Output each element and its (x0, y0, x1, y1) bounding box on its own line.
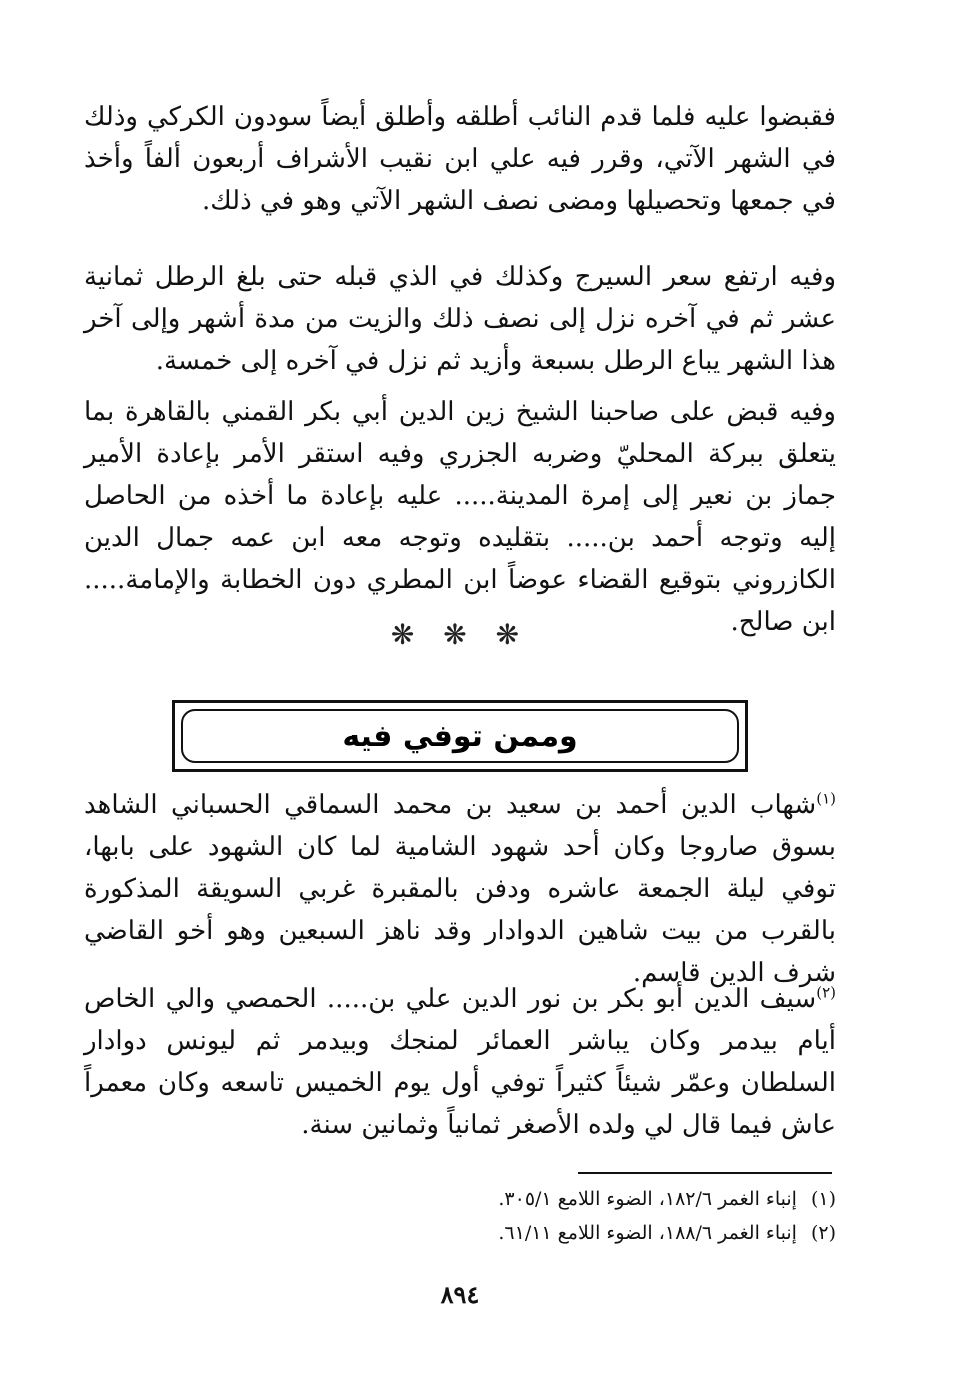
footnote-marker: (١) (816, 789, 836, 808)
section-title: وممن توفي فيه (342, 718, 578, 754)
footnote-text: إنباء الغمر ١٨٢/٦، الضوء اللامع ٣٠٥/١. (498, 1188, 797, 1210)
footnote-text: إنباء الغمر ١٨٨/٦، الضوء اللامع ٦١/١١. (498, 1222, 797, 1244)
page-number: ٨٩٤ (440, 1280, 480, 1309)
footnote-2 (84, 1216, 836, 1250)
footnote-number: (٢) (810, 1222, 836, 1244)
footnote-separator (578, 1172, 832, 1174)
footnote-1 (84, 1182, 836, 1216)
section-title-frame (172, 700, 748, 772)
footnotes (84, 1182, 836, 1250)
paragraph-2: وفيه ارتفع سعر السيرج وكذلك في الذي قبله حتى بلغ الرطل ثمانية عشر ثم في آخره نزل إلى نصف ذلك والزيت من مدة أشهر وإلى آخر هذا الشهر يباع الرطل بسبعة وأزيد ثم نزل في آخره إلى خمسة. (84, 262, 836, 376)
paragraph-1: فقبضوا عليه فلما قدم النائب أطلقه وأطلق أيضاً سودون الكركي وذلك في الشهر الآتي، وقرر فيه علي ابن نقيب الأشراف أربعون ألفاً وأخذ في جمعها وتحصيلها ومضى نصف الشهر الآتي وهو في ذلك. (84, 102, 836, 216)
obituary-entry-1 (84, 784, 836, 994)
paragraph-3: وفيه قبض على صاحبنا الشيخ زين الدين أبي بكر القمني بالقاهرة بما يتعلق ببركة المحليّ وضربه الجزري وفيه استقر الأمر بإعادة الأمير جماز بن نعير إلى إمرة المدينة..... عليه بإعادة ما أخذه من الحاصل إليه وتوجه أحمد بن..... بتقليده وتوجه معه ابن عمه جمال الدين الكازروني بتوقيع القضاء عوضاً ابن المطري دون الخطابة والإمامة..... ابن صالح. (84, 397, 836, 637)
footnote-number: (١) (810, 1188, 836, 1210)
obituary-entry-2 (84, 978, 836, 1146)
obituary-text: شهاب الدين أحمد بن سعيد بن محمد السماقي الحسباني الشاهد بسوق صاروجا وكان أحد شهود الشامية لما كان الشهود على بابها، توفي ليلة الجمعة عاشره ودفن بالمقبرة غربي السويقة المذكورة بالقرب من بيت شاهين الدوادار وقد ناهز السبعين وهو أخو القاضي شرف الدين قاسم. (84, 790, 836, 988)
obituary-text: سيف الدين أبو بكر بن نور الدين علي بن..... الحمصي والي الخاص أيام بيدمر وكان يباشر العمائر لمنجك وبيدمر ثم ليونس دوادار السلطان وعمّر شيئاً كثيراً توفي أول يوم الخميس تاسعه وكان معمراً عاش فيما قال لي ولده الأصغر ثمانياً وثمانين سنة. (84, 984, 836, 1140)
section-ornament: ❋ ❋ ❋ (390, 618, 530, 651)
footnote-marker: (٢) (816, 983, 836, 1002)
